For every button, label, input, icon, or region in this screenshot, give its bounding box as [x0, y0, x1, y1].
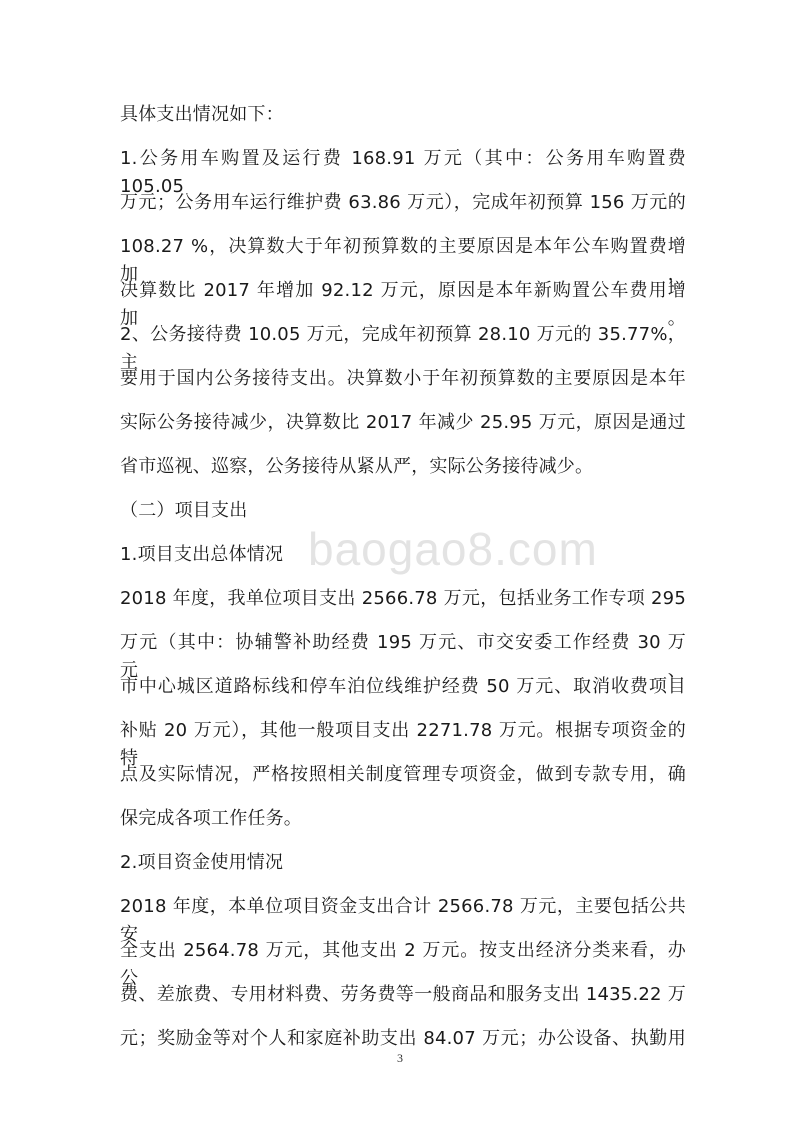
text-line: 万元（其中：协辅警补助经费 195 万元、市交安委工作经费 30 万元、 [120, 632, 686, 681]
text-line: 2018 年度，本单位项目资金支出合计 2566.78 万元，主要包括公共安 [120, 896, 686, 945]
text-line: 万元；公务用车运行维护费 63.86 万元），完成年初预算 156 万元的 [120, 192, 686, 213]
text-line: 具体支出情况如下： [120, 104, 284, 125]
subsection-heading: 1.项目支出总体情况 [120, 544, 284, 565]
text-line: 市中心城区道路标线和停车泊位线维护经费 50 万元、取消收费项目 [120, 676, 686, 697]
text-line: 全支出 2564.78 万元，其他支出 2 万元。按支出经济分类来看，办公 [120, 940, 686, 989]
subsection-heading: 2.项目资金使用情况 [120, 852, 284, 873]
text-line: 2018 年度，我单位项目支出 2566.78 万元，包括业务工作专项 295 [120, 588, 686, 609]
text-line: 点及实际情况，严格按照相关制度管理专项资金，做到专款专用，确 [120, 764, 686, 785]
text-line: 补贴 20 万元），其他一般项目支出 2271.78 万元。根据专项资金的特 [120, 720, 686, 769]
text-line: 108.27 %，决算数大于年初预算数的主要原因是本年公车购置费增加， [120, 236, 686, 285]
page-number: 3 [397, 1051, 403, 1065]
watermark: baogao8.com [308, 523, 598, 575]
text-line: 要用于国内公务接待支出。决算数小于年初预算数的主要原因是本年 [120, 368, 686, 389]
text-line: 决算数比 2017 年增加 92.12 万元，原因是本年新购置公车费用增加。 [120, 280, 686, 329]
text-line: 元；奖励金等对个人和家庭补助支出 84.07 万元；办公设备、执勤用 [120, 1028, 686, 1049]
text-line: 省市巡视、巡察，公务接待从紧从严，实际公务接待减少。 [120, 456, 594, 477]
section-heading: （二）项目支出 [120, 500, 248, 521]
document-body [120, 101, 686, 1069]
text-line: 2、公务接待费 10.05 万元，完成年初预算 28.10 万元的 35.77%，主 [120, 324, 686, 373]
text-line: 费、差旅费、专用材料费、劳务费等一般商品和服务支出 1435.22 万 [120, 984, 686, 1005]
text-line: 1.公务用车购置及运行费 168.91 万元（其中：公务用车购置费 105.05 [120, 148, 686, 197]
text-line: 保完成各项工作任务。 [120, 808, 302, 829]
text-line: 实际公务接待减少，决算数比 2017 年减少 25.95 万元，原因是通过 [120, 412, 686, 433]
